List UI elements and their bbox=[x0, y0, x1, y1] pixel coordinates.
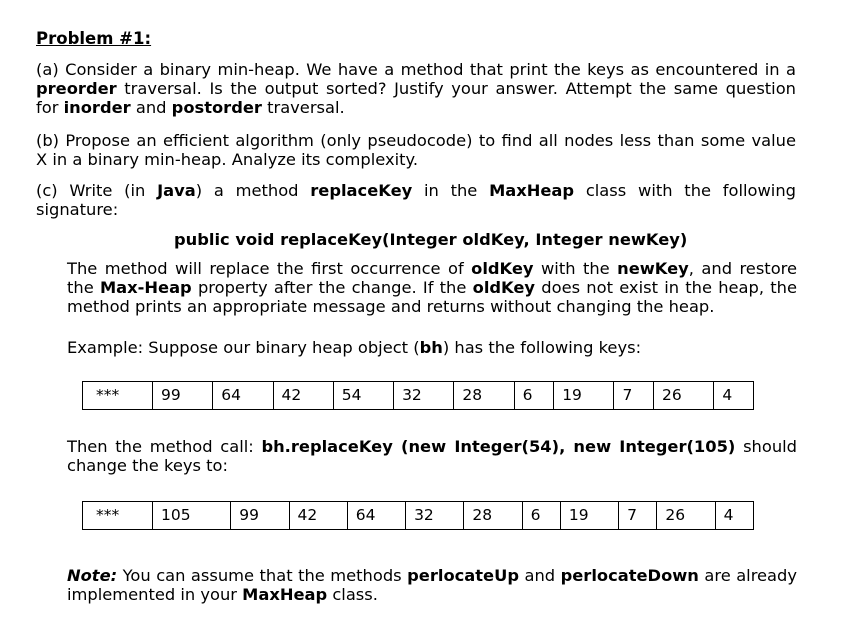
keyword-replacekey: replaceKey bbox=[310, 181, 413, 200]
part-b-line-1: (b) Propose an efficient algorithm (only pseudocode) to find all nodes less than some value bbox=[36, 131, 796, 150]
method-signature: public void replaceKey(Integer oldKey, Integer newKey) bbox=[174, 230, 688, 249]
keyword-postorder: postorder bbox=[171, 98, 262, 117]
then-text bbox=[67, 437, 797, 475]
heap-before-cell-8: 19 bbox=[554, 382, 614, 410]
part-b-text bbox=[36, 131, 796, 169]
heap-after-cell-2: 99 bbox=[231, 502, 289, 530]
heap-before-cell-10: 26 bbox=[654, 382, 714, 410]
heap-before-cell-4: 54 bbox=[333, 382, 393, 410]
heap-before-cell-9: 7 bbox=[614, 382, 654, 410]
method-description bbox=[67, 259, 797, 316]
heap-after-cell-3: 42 bbox=[289, 502, 347, 530]
note-text bbox=[67, 566, 797, 604]
description-text-3: the bbox=[67, 278, 100, 297]
description-text-4: property after the change. If the bbox=[191, 278, 473, 297]
part-a-text bbox=[36, 60, 796, 117]
heap-after-cell-10: 26 bbox=[657, 502, 715, 530]
heap-before-cell-3: 42 bbox=[273, 382, 333, 410]
then-text-0: Then the method call: bbox=[67, 437, 262, 456]
description-text-1: with the bbox=[533, 259, 618, 278]
note-line-2 bbox=[67, 585, 797, 604]
heap-array-after bbox=[82, 501, 754, 530]
part-a-line-2-text: traversal. Is the output sorted? Justify your answer. Attempt the same question bbox=[116, 79, 796, 98]
part-a-line-3 bbox=[36, 98, 796, 117]
keyword-bh: bh bbox=[419, 338, 443, 357]
heap-after-cell-9: 7 bbox=[619, 502, 657, 530]
description-text-0: The method will replace the first occurrence of bbox=[67, 259, 472, 278]
note-text-0: You can assume that the methods bbox=[117, 566, 408, 585]
example-text bbox=[67, 338, 641, 357]
keyword-max-heap: Max-Heap bbox=[99, 278, 192, 297]
note-text-3: implemented in your bbox=[67, 585, 243, 604]
description-text-5: does not exist in the heap, the bbox=[535, 278, 797, 297]
heap-after-cell-4: 64 bbox=[347, 502, 405, 530]
heap-array-before bbox=[82, 381, 754, 410]
part-a-line-1: (a) Consider a binary min-heap. We have a method that print the keys as encountered in a bbox=[36, 60, 796, 79]
keyword-perlocatedown: perlocateDown bbox=[560, 566, 699, 585]
keyword-maxheap-2: MaxHeap bbox=[242, 585, 328, 604]
heap-before-cell-5: 32 bbox=[394, 382, 454, 410]
heap-before-cell-11: 4 bbox=[714, 382, 754, 410]
heap-after-cell-7: 6 bbox=[522, 502, 560, 530]
keyword-java: Java bbox=[157, 181, 196, 200]
description-line-3: method prints an appropriate message and returns without changing the heap. bbox=[67, 297, 715, 316]
heap-before-cell-0: *** bbox=[83, 382, 153, 410]
keyword-oldkey: oldKey bbox=[471, 259, 534, 278]
note-text-2: are already bbox=[698, 566, 797, 585]
part-c-line-2: signature: bbox=[36, 200, 119, 219]
then-line-2: change the keys to: bbox=[67, 456, 228, 475]
description-line-2 bbox=[67, 278, 797, 297]
heap-after-cell-8: 19 bbox=[560, 502, 618, 530]
part-a-line-3-text-1: and bbox=[130, 98, 172, 117]
part-c-text bbox=[36, 181, 796, 219]
example-text-1: ) has the following keys: bbox=[442, 338, 642, 357]
part-a-line-2 bbox=[36, 79, 796, 98]
heap-after-cell-11: 4 bbox=[715, 502, 753, 530]
keyword-inorder: inorder bbox=[63, 98, 131, 117]
note-text-1: and bbox=[518, 566, 561, 585]
heap-before-cell-1: 99 bbox=[153, 382, 213, 410]
keyword-preorder: preorder bbox=[36, 79, 117, 98]
then-line-1 bbox=[67, 437, 797, 456]
note-text-4: class. bbox=[327, 585, 378, 604]
then-text-1: should bbox=[735, 437, 798, 456]
heap-after-cell-5: 32 bbox=[406, 502, 464, 530]
keyword-oldkey-2: oldKey bbox=[472, 278, 536, 297]
part-a-line-3-text-2: traversal. bbox=[261, 98, 345, 117]
heap-before-cell-6: 28 bbox=[454, 382, 514, 410]
part-c-text-0: (c) Write (in bbox=[36, 181, 158, 200]
heap-before-cell-2: 64 bbox=[213, 382, 273, 410]
heap-after-cell-6: 28 bbox=[464, 502, 522, 530]
example-text-0: Example: Suppose our binary heap object ( bbox=[67, 338, 420, 357]
keyword-maxheap: MaxHeap bbox=[489, 181, 575, 200]
note-line-1 bbox=[67, 566, 797, 585]
part-c-text-2: in the bbox=[412, 181, 490, 200]
example-method-call: bh.replaceKey (new Integer(54), new Integer(105) bbox=[261, 437, 736, 456]
heap-before-cell-7: 6 bbox=[514, 382, 554, 410]
part-c-text-3: class with the following bbox=[574, 181, 796, 200]
description-line-1 bbox=[67, 259, 797, 278]
description-text-2: , and restore bbox=[688, 259, 798, 278]
heap-after-cell-0: *** bbox=[83, 502, 153, 530]
part-c-text-1: ) a method bbox=[195, 181, 311, 200]
note-label: Note: bbox=[67, 566, 118, 585]
heap-after-cell-1: 105 bbox=[153, 502, 231, 530]
keyword-perlocateup: perlocateUp bbox=[407, 566, 519, 585]
part-a-line-3-text-0: for bbox=[36, 98, 64, 117]
keyword-newkey: newKey bbox=[617, 259, 689, 278]
problem-title: Problem #1: bbox=[36, 29, 152, 48]
part-c-line-1 bbox=[36, 181, 796, 200]
part-b-line-2: X in a binary min-heap. Analyze its complexity. bbox=[36, 150, 419, 169]
